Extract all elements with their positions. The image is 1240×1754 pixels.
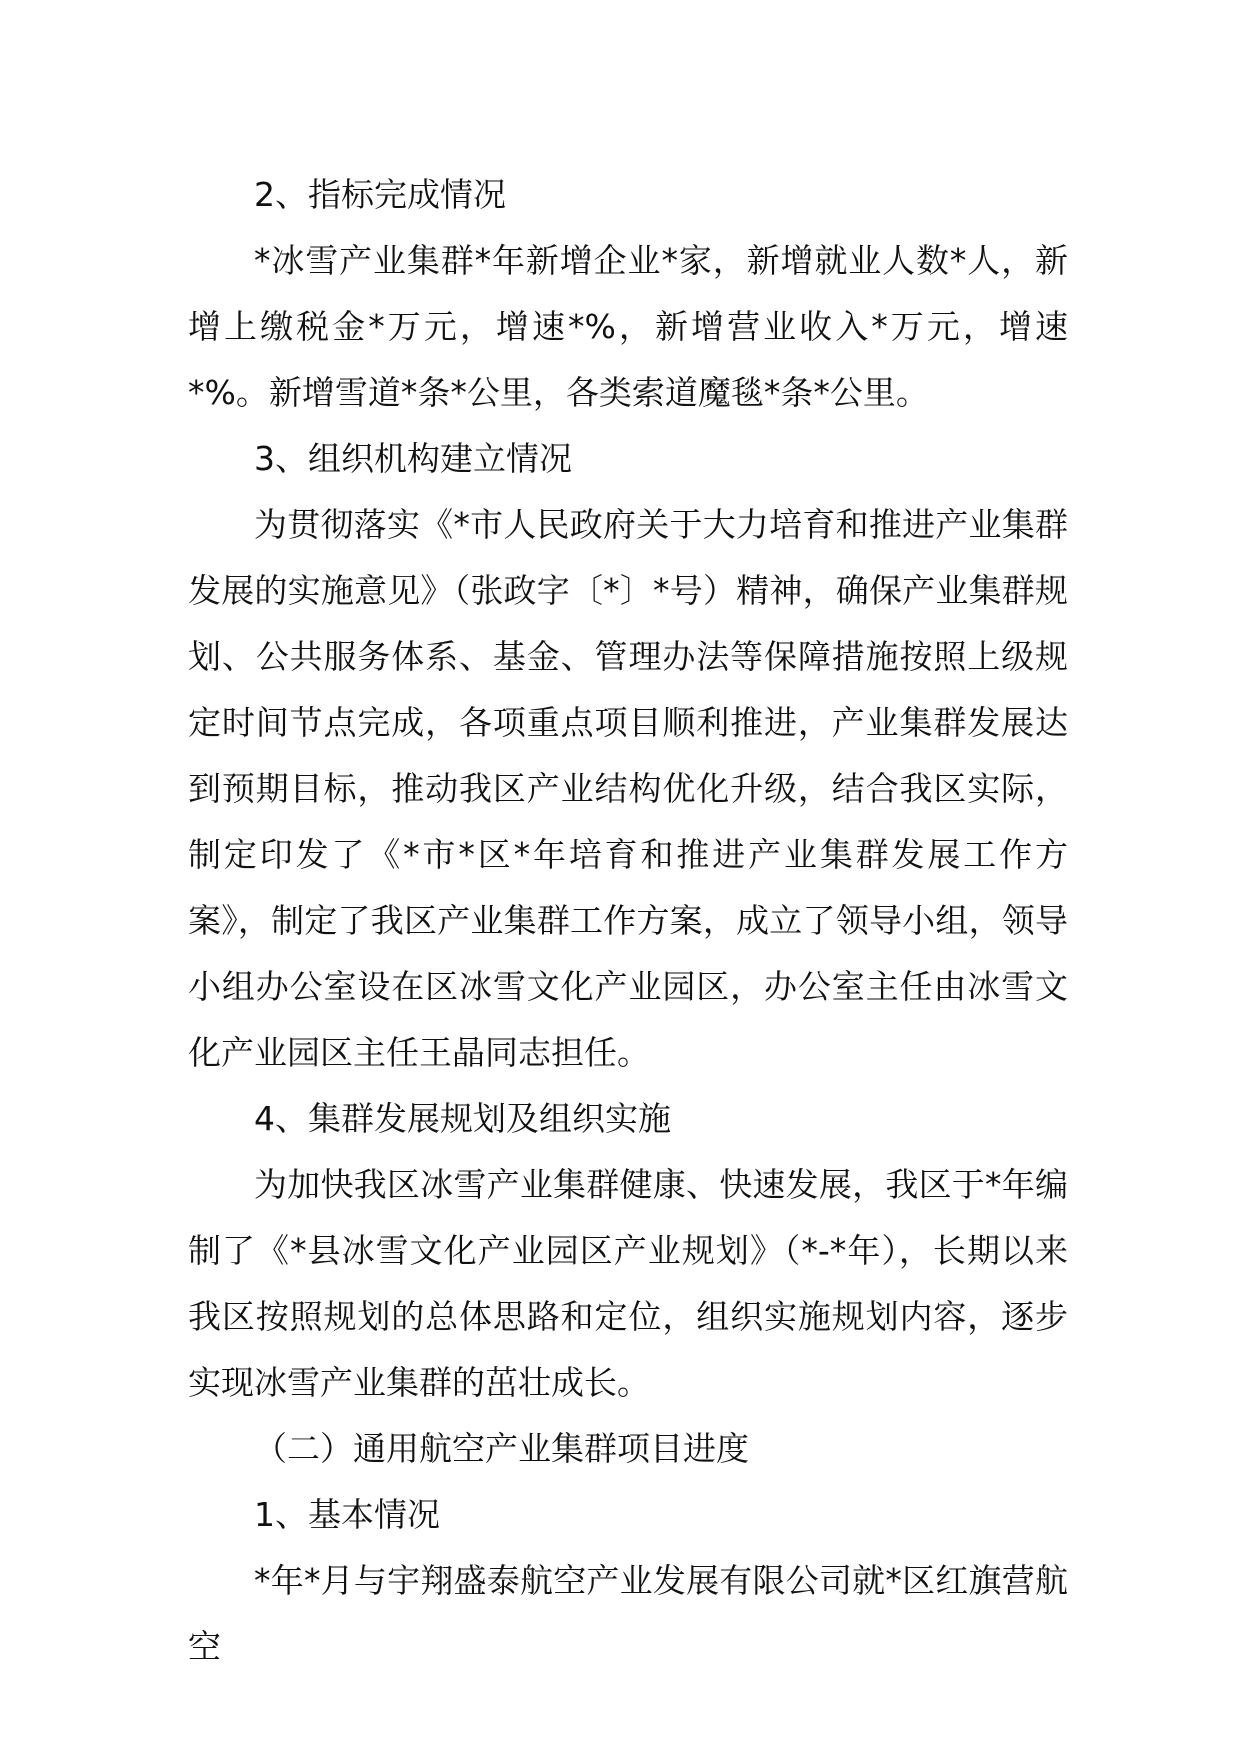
section-heading: 4、集群发展规划及组织实施	[254, 1099, 671, 1138]
body-paragraph: *年*月与宇翔盛泰航空产业发展有限公司就*区红旗营航空	[188, 1561, 1068, 1666]
section-heading: 2、指标完成情况	[254, 175, 506, 214]
body-paragraph: 为贯彻落实《*市人民政府关于大力培育和推进产业集群发展的实施意见》（张政字〔*〕*号）精神，确保产业集群规划、公共服务体系、基金、管理办法等保障措施按照上级规定时间节点完成，各项重点项目顺利推进，产业集群发展达到预期目标，推动我区产业结构优化升级，结合我区实际，制定印发了《*市*区*年培育和推进产业集群发展工作方案》，制定了我区产业集群工作方案，成立了领导小组，领导小组办公室设在区冰雪文化产业园区，办公室主任由冰雪文化产业园区主任王晶同志担任。	[188, 505, 1068, 1072]
section-heading: （二）通用航空产业集群项目进度	[254, 1429, 749, 1468]
document-body	[188, 162, 1068, 1680]
section-heading: 3、组织机构建立情况	[254, 439, 572, 478]
body-paragraph: 为加快我区冰雪产业集群健康、快速发展，我区于*年编制了《*县冰雪文化产业园区产业规划》（*-*年），长期以来我区按照规划的总体思路和定位，组织实施规划内容，逐步实现冰雪产业集群的茁壮成长。	[188, 1165, 1068, 1402]
section-heading: 1、基本情况	[254, 1495, 440, 1534]
body-paragraph: *冰雪产业集群*年新增企业*家，新增就业人数*人，新增上缴税金*万元，增速*%，新增营业收入*万元，增速*%。新增雪道*条*公里，各类索道魔毯*条*公里。	[188, 241, 1068, 412]
